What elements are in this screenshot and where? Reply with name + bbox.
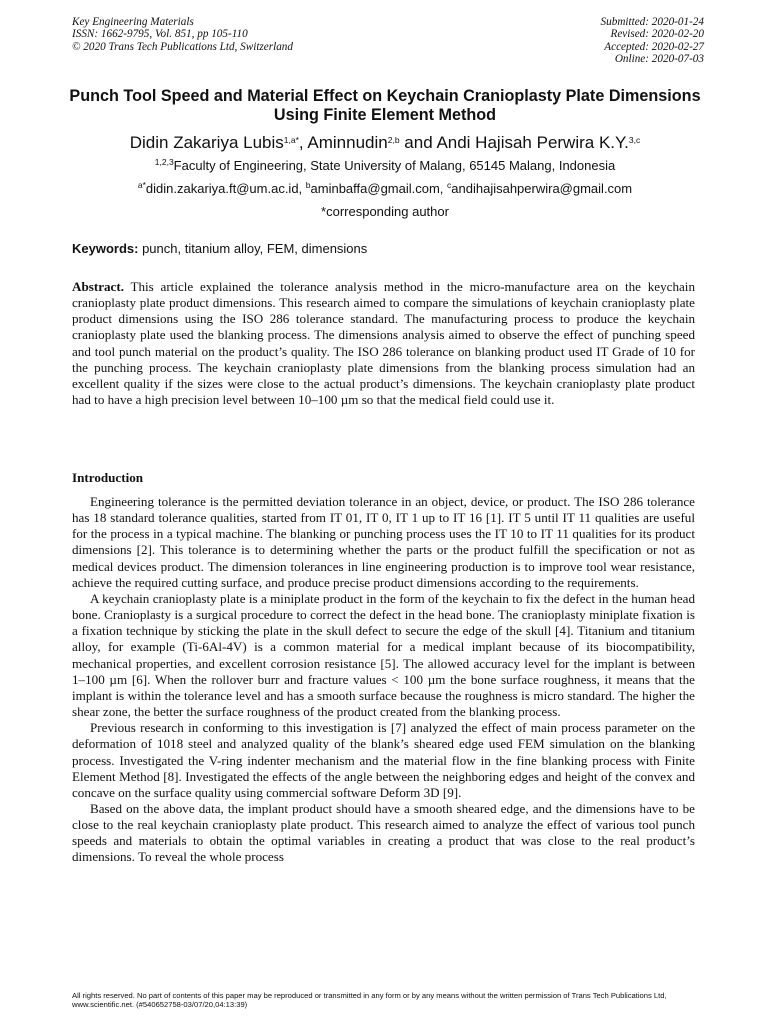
affiliation bbox=[60, 158, 710, 174]
email-c-marker: c bbox=[447, 180, 452, 190]
affiliation-text: Faculty of Engineering, State University of Malang, 65145 Malang, Indonesia bbox=[173, 158, 616, 173]
email-a-marker: a* bbox=[137, 180, 146, 190]
submitted-date: Submitted: 2020-01-24 bbox=[600, 16, 704, 28]
section-heading-introduction: Introduction bbox=[72, 470, 144, 485]
paragraph: Based on the above data, the implant product should have a smooth sheared edge, and the dimensions have to be close to the real keychain cranioplasty plate product. This research aimed to analyze the effect of various tool punch speeds and materials to obtain the optimal variables in creating a product that was close to the real product’s dimensions. To reveal the whole process bbox=[72, 800, 695, 865]
revised-date: Revised: 2020-02-20 bbox=[610, 28, 704, 41]
author-3-name: Andi Hajisah Perwira K.Y. bbox=[436, 133, 629, 152]
paragraph: A keychain cranioplasty plate is a miniplate product in the form of the keychain to fix the defect in the human head bone. Cranioplasty is a surgical procedure to correct the defect in the head bone. The cranioplasty miniplate fixation is a fixation technique by sticking the plate in the skull defect to secure the edge of the skull [4]. Titanium and titanium alloy, for example (Ti-6Al-4V) is a common material for a medical implant because of its biocompatibility, mechanical properties, and excellent corrosion resistance [5]. The allowed accuracy level for the implant is between 1–100 µm [6]. When the rollover burr and fracture values < 100 µm the bone surface roughness, it means that the implant is within the tolerance level and has a smooth surface because the roughness is micro standard. The higher the shear zone, the better the surface roughness of the product created from the blanking process. bbox=[72, 590, 695, 720]
keywords-text: punch, titanium alloy, FEM, dimensions bbox=[138, 241, 368, 256]
author-3-marker: 3,c bbox=[628, 135, 641, 145]
abstract bbox=[72, 279, 695, 408]
paragraph: Previous research in conforming to this investigation is [7] analyzed the effect of main process parameter on the deformation of 1018 steel and analyzed quality of the blank’s sheared edge used FEM simulation on the blanking process. Investigated the V-ring indenter mechanism and the material flow in the fine blanking process with Finite Element Method [8]. Investigated the effects of the angle between the neighboring edges and height of the convex and concave on the surface quality using commercial software Deform 3D [9]. bbox=[72, 720, 695, 800]
abstract-text: This article explained the tolerance analysis method in the micro-manufacture area on the keychain cranioplasty plate product dimensions. This research aimed to compare the simulations of keychain cranioplasty plate product dimensions using the ISO 286 tolerance standard. The manufacturing process to produce the keychain cranioplasty plate used the blanking process. The dimensions analysis aimed to observe the effect of punching speed and tool punch material on the product’s quality. The ISO 286 tolerance on blanking product used IT Grade of 10 for the punching process. The keychain cranioplasty plate dimensions from the blanking process simulation had an excellent quality if the sizes were close to the actual product’s dimensions. The keychain cranioplasty plate product had to have a high precision level between 10–100 µm so that the medical field could use it. bbox=[72, 279, 695, 408]
author-2-name: Aminnudin bbox=[307, 133, 388, 152]
introduction-body bbox=[72, 494, 695, 866]
journal-name: Key Engineering Materials bbox=[72, 16, 194, 28]
abstract-label: Abstract. bbox=[72, 279, 124, 294]
email-b-marker: b bbox=[305, 180, 311, 190]
email-b: aminbaffa@gmail.com, bbox=[310, 181, 448, 196]
author-1-name: Didin Zakariya Lubis bbox=[129, 133, 284, 152]
author-2-marker: 2,b bbox=[387, 135, 400, 145]
email-a: didin.zakariya.ft@um.ac.id, bbox=[145, 181, 306, 196]
online-date: Online: 2020-07-03 bbox=[614, 53, 704, 66]
affiliation-marker: 1,2,3 bbox=[154, 157, 174, 167]
author-list bbox=[60, 133, 710, 153]
keywords-line bbox=[72, 241, 367, 257]
journal-info bbox=[72, 16, 293, 53]
copyright-line: © 2020 Trans Tech Publications Ltd, Switzerland bbox=[72, 40, 293, 53]
keywords-label: Keywords: bbox=[72, 241, 139, 256]
paragraph: Engineering tolerance is the permitted deviation tolerance in an object, device, or product. The ISO 286 tolerance has 18 standard tolerance qualities, started from IT 01, IT 0, IT 1 up to IT 16 [1]. IT 5 until IT 11 qualities are useful for the process in a typical machine. The blanking or punching process uses the IT 10 to IT 11 qualities for its product dimensions [2]. This tolerance is to determining whether the parts or the product fulfill the specification or not as medical devices product. The dimension tolerances in line engineering production is to improve tool wear resistance, achieve the required cutting surface, and produce precise product dimensions according to the requirements. bbox=[72, 494, 695, 590]
issn-line: ISSN: 1662-9795, Vol. 851, pp 105-110 bbox=[72, 28, 248, 41]
email-c: andihajisahperwira@gmail.com bbox=[451, 181, 633, 196]
corresponding-note: *corresponding author bbox=[321, 204, 449, 219]
author-separator: , bbox=[298, 133, 308, 152]
author-separator: and bbox=[399, 133, 437, 152]
publication-dates bbox=[601, 16, 704, 66]
author-emails bbox=[60, 181, 710, 197]
copyright-footer: All rights reserved. No part of contents of this paper may be reproduced or transmitted in any form or by any means without the written permission of Trans Tech Publications Ltd, www.scientific.net. (#540652758-03/07/20,04:13:39) bbox=[72, 991, 667, 1009]
accepted-date: Accepted: 2020-02-27 bbox=[604, 40, 704, 53]
paper-title: Punch Tool Speed and Material Effect on Keychain Cranioplasty Plate Dimensions Using Finite Element Method bbox=[69, 87, 701, 124]
author-1-marker: 1,a* bbox=[283, 135, 299, 145]
